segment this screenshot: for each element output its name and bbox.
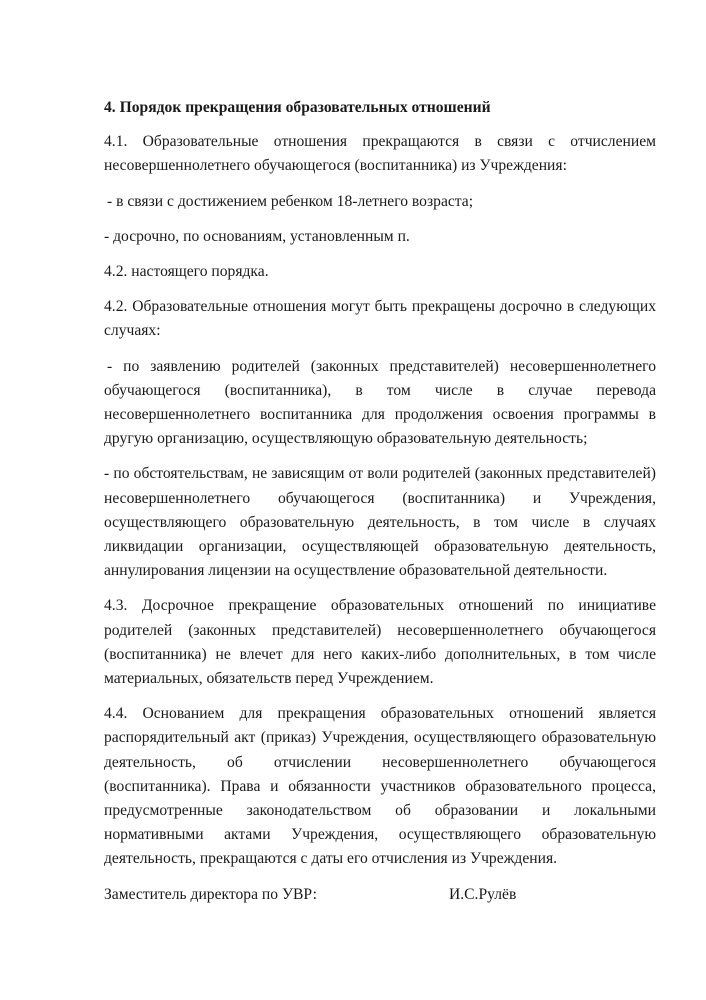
- paragraph-reference: 4.2. настоящего порядка.: [104, 263, 269, 281]
- paragraph-early-basis: - досрочно, по основаниям, установленным п.: [104, 227, 410, 245]
- signature-role: Заместитель директора по УВР:: [104, 885, 317, 903]
- paragraph-age-basis: - в связи с достижением ребенком 18-летнего возраста;: [107, 192, 474, 210]
- paragraph-4-4: 4.4. Основанием для прекращения образовательных отношений является распорядительный акт (приказ) Учреждения, осуществляющего образовательную деятельность, об отчислении несовершеннолетнего обучающегося (воспитанника). Права и обязанности участников образовательного процесса, предусмотренные законодательством об образовании и локальными нормативными актами Учреждения, осуществляющего образовательную деятельность, прекращаются с даты его отчисления из Учреждения.: [104, 705, 656, 868]
- signature-name: И.С.Рулёв: [449, 885, 517, 903]
- paragraph-4-1: 4.1. Образовательные отношения прекращаются в связи с отчислением несовершеннолетнего обучающегося (воспитанника) из Учреждения:: [104, 133, 656, 175]
- paragraph-4-2: 4.2. Образовательные отношения могут быть прекращены досрочно в следующих случаях:: [104, 298, 656, 340]
- paragraph-circumstances: - по обстоятельствам, не зависящим от воли родителей (законных представителей) несовершеннолетнего обучающегося (воспитанника) и Учреждения, осуществляющего образовательную деятельность, в том числе в случаях ликвидации организации, осуществляющей образовательную деятельность, аннулирования лицензии на осуществление образовательной деятельности.: [104, 465, 656, 580]
- document-page: [104, 96, 656, 907]
- section-heading: 4. Порядок прекращения образовательных отношений: [104, 99, 491, 116]
- signature-line: [104, 883, 656, 907]
- paragraph-parent-request: - по заявлению родителей (законных представителей) несовершеннолетнего обучающегося (воспитанника), в том числе в случае перевода несовершеннолетнего воспитанника для продолжения освоения программы в другую организацию, осуществляющую образовательную деятельность;: [104, 357, 656, 448]
- paragraph-4-3: 4.3. Досрочное прекращение образовательных отношений по инициативе родителей (законных представителей) несовершеннолетнего обучающегося (воспитанника) не влечет для него каких-либо дополнительных, в том числе материальных, обязательств перед Учреждением.: [104, 597, 656, 688]
